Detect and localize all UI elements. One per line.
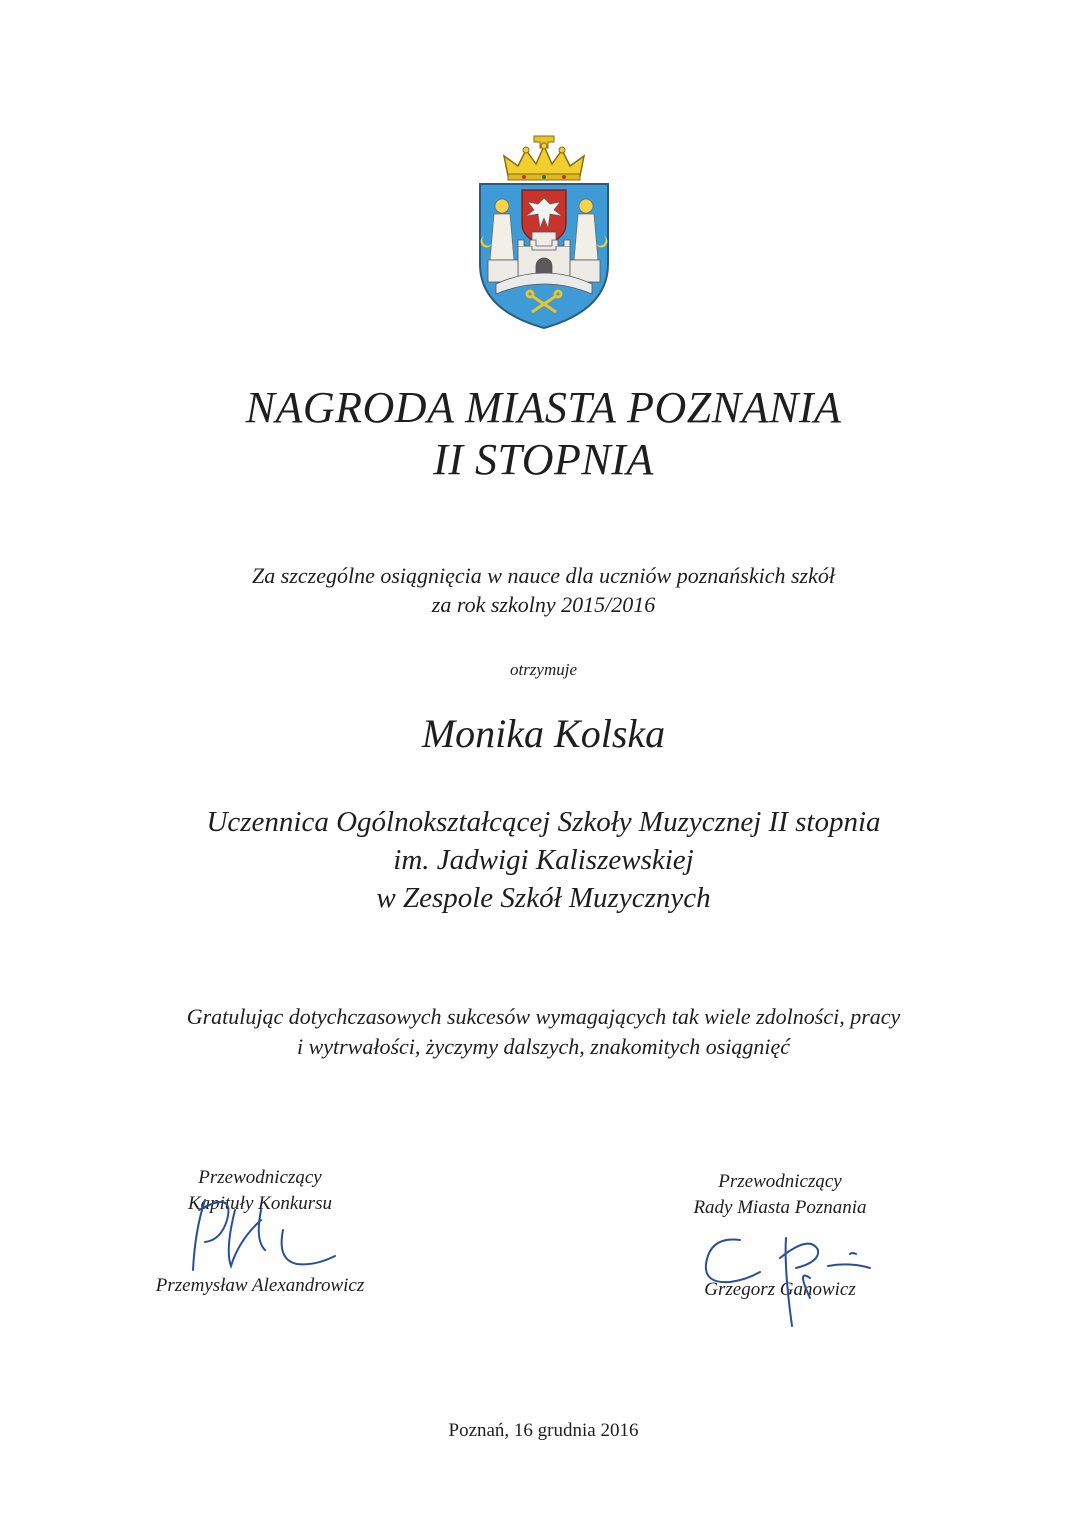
handwritten-signature-right-icon	[700, 1228, 880, 1328]
signatory-title: Przewodniczący	[718, 1171, 842, 1192]
school-line-3: w Zespole Szkół Muzycznych	[376, 882, 711, 914]
handwritten-signature-left-icon	[165, 1170, 345, 1280]
signatory-name: Przemysław Alexandrowicz	[155, 1275, 365, 1296]
congratulations-line-2: i wytrwałości, życzymy dalszych, znakomitych osiągnięć	[296, 1034, 791, 1059]
signatory-name: Grzegorz Ganowicz	[704, 1279, 856, 1300]
congratulations-line-1: Gratulując dotychczasowych sukcesów wymagających tak wiele zdolności, pracy	[186, 1004, 901, 1029]
receives-label: otrzymuje	[509, 660, 578, 679]
signatory-body: Kapituły Konkursu	[187, 1193, 333, 1214]
school-line-1: Uczennica Ogólnokształcącej Szkoły Muzycznej II stopnia	[206, 806, 881, 838]
school-line-2: im. Jadwigi Kaliszewskiej	[393, 844, 694, 876]
poznan-coat-of-arms-icon	[474, 134, 614, 330]
signatory-body: Rady Miasta Poznania	[693, 1197, 867, 1218]
award-title-line-2: II STOPNIA	[433, 435, 654, 484]
award-reason-line-2: za rok szkolny 2015/2016	[431, 592, 656, 617]
award-reason-line-1: Za szczególne osiągnięcia w nauce dla uczniów poznańskich szkół	[252, 563, 835, 588]
recipient-name: Monika Kolska	[421, 711, 666, 756]
award-title-line-1: NAGRODA MIASTA POZNANIA	[245, 383, 842, 432]
crown-icon	[504, 136, 584, 180]
signatory-title: Przewodniczący	[198, 1167, 322, 1188]
place-and-date: Poznań, 16 grudnia 2016	[448, 1420, 639, 1441]
